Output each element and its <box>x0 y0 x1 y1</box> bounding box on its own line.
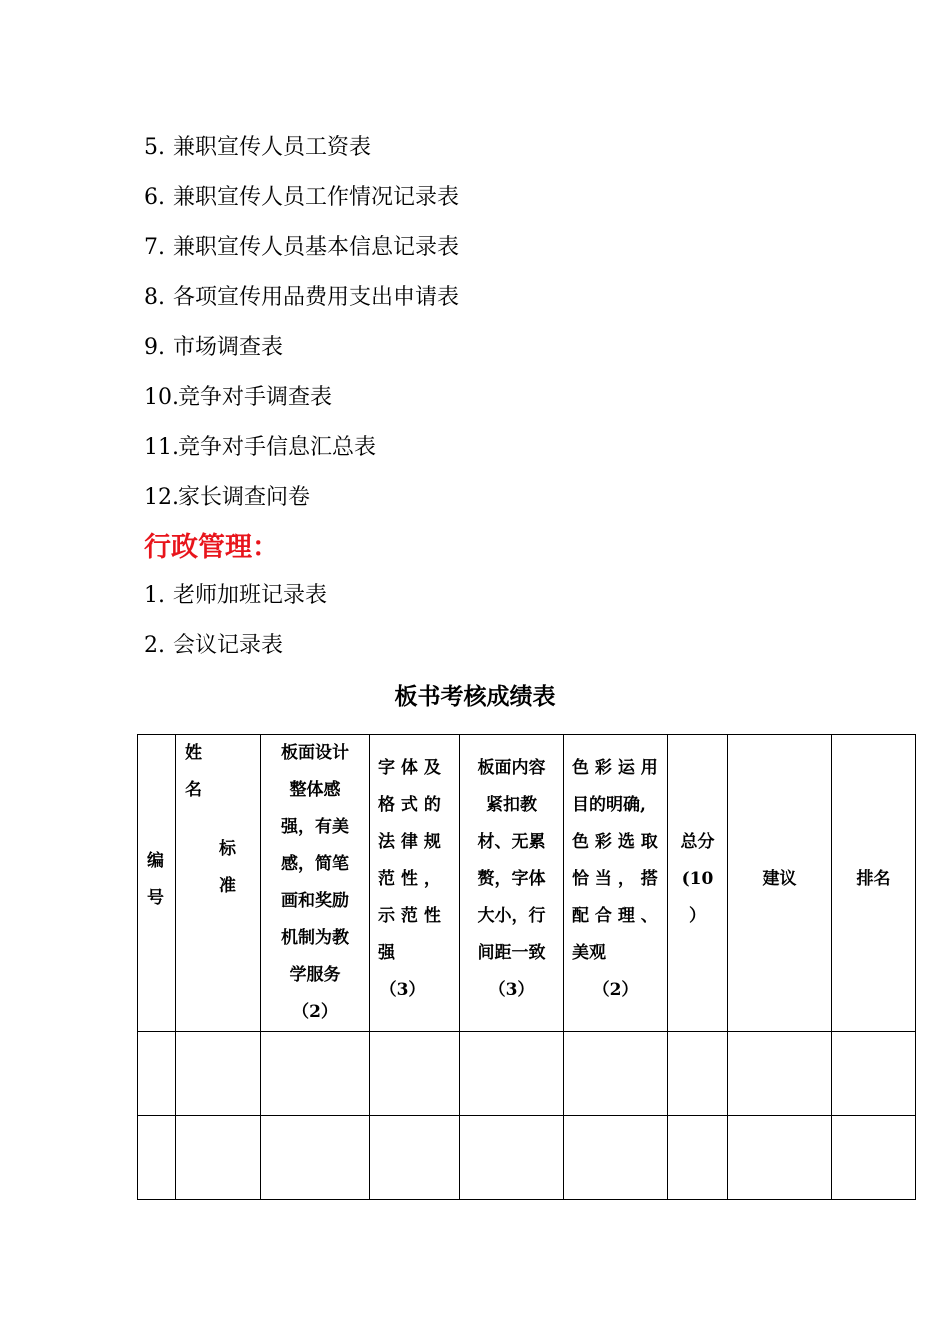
item-text: 竞争对手信息汇总表 <box>178 435 377 460</box>
table-cell[interactable] <box>261 1116 370 1200</box>
header-rank <box>832 735 916 1032</box>
list-item <box>144 578 327 628</box>
form-list <box>144 130 459 530</box>
header-line: 画和奖励 <box>281 891 349 911</box>
header-line: 配 合 理 、 <box>572 906 658 926</box>
header-suggestion <box>728 735 832 1032</box>
table-cell[interactable] <box>370 1032 460 1116</box>
table-row <box>138 1032 916 1116</box>
header-line: 名 <box>185 780 202 800</box>
table-cell[interactable] <box>370 1116 460 1200</box>
header-line: 姓 <box>185 743 202 763</box>
item-number: 8. <box>144 285 165 310</box>
header-line: 目的明确, <box>572 795 646 815</box>
header-line: 示 范 性 <box>378 906 441 926</box>
header-line: 间距一致 <box>477 943 546 963</box>
header-font <box>370 735 460 1032</box>
table-cell[interactable] <box>176 1032 261 1116</box>
list-item <box>144 280 459 330</box>
header-line: 紧扣教 <box>486 795 537 815</box>
header-design <box>261 735 370 1032</box>
header-line: 赘，字体 <box>477 869 546 889</box>
list-item <box>144 330 459 380</box>
header-color <box>564 735 668 1032</box>
item-text: 竞争对手调查表 <box>178 385 333 410</box>
admin-list <box>144 578 327 678</box>
header-line: （2） <box>592 980 639 1000</box>
header-line: 板面内容 <box>477 758 546 778</box>
header-line: 感，简笔 <box>281 854 349 874</box>
item-text: 兼职宣传人员工资表 <box>173 135 372 160</box>
item-number: 2. <box>144 633 165 658</box>
header-line: 色 彩 运 用 <box>572 758 658 778</box>
item-number: 5. <box>144 135 165 160</box>
table-header-row <box>138 735 916 1032</box>
header-line: 恰 当 ， 搭 <box>572 869 658 889</box>
table-cell[interactable] <box>728 1032 832 1116</box>
header-line: 学服务 <box>289 965 341 985</box>
header-line: 强 <box>378 943 395 963</box>
item-number: 11. <box>144 435 179 460</box>
item-number: 9. <box>144 335 165 360</box>
header-name-standard <box>176 735 261 1032</box>
header-line: 建议 <box>762 869 797 889</box>
header-line: 字 体 及 <box>378 758 441 778</box>
header-line: 编 <box>147 851 164 871</box>
header-line: ） <box>689 906 706 926</box>
item-number: 1. <box>144 583 165 608</box>
list-item <box>144 628 327 678</box>
item-text: 家长调查问卷 <box>178 485 311 510</box>
header-line: 整体感 <box>289 780 341 800</box>
item-text: 会议记录表 <box>173 633 284 658</box>
header-line: （3） <box>379 980 426 1000</box>
list-item <box>144 130 459 180</box>
item-text: 市场调查表 <box>173 335 284 360</box>
item-number: 10. <box>144 385 179 410</box>
item-number: 7. <box>144 235 165 260</box>
header-line: 格 式 的 <box>378 795 441 815</box>
header-line: （3） <box>488 980 535 1000</box>
score-table <box>137 734 916 1200</box>
header-line: 准 <box>219 876 236 896</box>
header-line: 大小，行 <box>477 906 546 926</box>
header-total <box>668 735 728 1032</box>
header-line: (10 <box>681 869 714 889</box>
header-line: 号 <box>147 888 164 908</box>
header-line: 法 律 规 <box>378 832 441 852</box>
header-line: 色 彩 选 取 <box>572 832 658 852</box>
header-line: 材、无累 <box>477 832 546 852</box>
item-text: 各项宣传用品费用支出申请表 <box>173 285 460 310</box>
header-line: 总分 <box>680 832 715 852</box>
header-line: 美观 <box>572 943 606 963</box>
table-cell[interactable] <box>832 1116 916 1200</box>
table-title: 板书考核成绩表 <box>394 683 556 710</box>
list-item <box>144 480 459 530</box>
table-cell[interactable] <box>728 1116 832 1200</box>
header-line: 强，有美 <box>281 817 349 837</box>
table-cell[interactable] <box>668 1116 728 1200</box>
table-row <box>138 1116 916 1200</box>
header-line: （2） <box>292 1002 338 1022</box>
table-cell[interactable] <box>668 1032 728 1116</box>
table-cell[interactable] <box>176 1116 261 1200</box>
item-text: 兼职宣传人员基本信息记录表 <box>173 235 460 260</box>
item-text: 兼职宣传人员工作情况记录表 <box>173 185 460 210</box>
list-item <box>144 380 459 430</box>
header-line: 范 性 ， <box>378 869 441 889</box>
item-number: 12. <box>144 485 179 510</box>
item-text: 老师加班记录表 <box>173 583 328 608</box>
list-item <box>144 430 459 480</box>
table-cell[interactable] <box>261 1032 370 1116</box>
section-heading: 行政管理： <box>144 532 279 563</box>
list-item <box>144 230 459 280</box>
item-number: 6. <box>144 185 165 210</box>
table-cell[interactable] <box>832 1032 916 1116</box>
table-cell[interactable] <box>138 1032 176 1116</box>
table-cell[interactable] <box>460 1116 564 1200</box>
header-line: 机制为教 <box>281 928 349 948</box>
header-line: 板面设计 <box>281 743 349 763</box>
table-cell[interactable] <box>138 1116 176 1200</box>
header-number <box>138 735 176 1032</box>
table-cell[interactable] <box>564 1032 668 1116</box>
header-line: 标 <box>219 839 236 859</box>
table-cell[interactable] <box>460 1032 564 1116</box>
table-cell[interactable] <box>564 1116 668 1200</box>
header-content <box>460 735 564 1032</box>
list-item <box>144 180 459 230</box>
header-line: 排名 <box>856 869 891 889</box>
